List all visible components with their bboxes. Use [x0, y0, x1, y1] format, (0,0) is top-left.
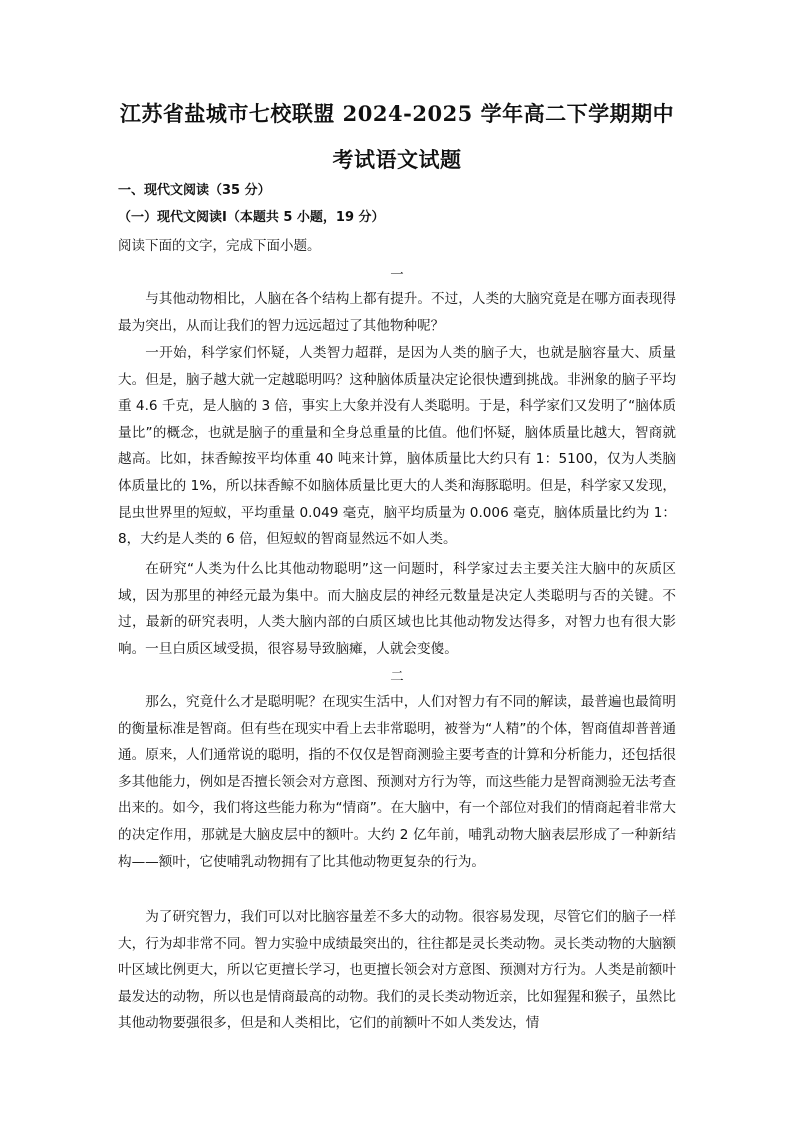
reading-instruction: 阅读下面的文字，完成下面小题。: [118, 238, 321, 254]
part-marker-1: 一: [390, 267, 404, 283]
paragraph-1: 与其他动物相比，人脑在各个结构上都有提升。不过，人类的大脑究竟是在哪方面表现得最为突出，从而让我们的智力远远超过了其他物种呢？: [118, 291, 676, 334]
paragraph-3: 在研究“人类为什么比其他动物聪明”这一问题时，科学家过去主要关注大脑中的灰质区域，因为那里的神经元最为集中。而大脑皮层的神经元数量是决定人类聪明与否的关键。不过，最新的研究表明，人类大脑内部的白质区域也比其他动物发达得多，对智力也有很大影响。一旦白质区域受损，很容易导致脑瘫，人就会变傻。: [118, 561, 676, 657]
paragraph-4: 那么，究竟什么才是聪明呢？在现实生活中，人们对智力有不同的解读，最普遍也最简明的衡量标准是智商。但有些在现实中看上去非常聪明，被誉为“人精”的个体，智商值却普普通通。原来，人们通常说的聪明，指的不仅仅是智商测验主要考查的计算和分析能力，还包括很多其他能力，例如是否擅长领会对方意图、预测对方行为等，而这些能力是智商测验无法考查出来的。如今，我们将这些能力称为“情商”。在大脑中，有一个部位对我们的情商起着非常大的决定作用，那就是大脑皮层中的额叶。大约 2 亿年前，哺乳动物大脑表层形成了一种新结构——额叶，它使哺乳动物拥有了比其他动物更复杂的行为。: [118, 694, 676, 870]
document-title-line-1: 江苏省盐城市七校联盟 2024-2025 学年高二下学期期中: [119, 101, 675, 126]
paragraph-5: 为了研究智力，我们可以对比脑容量差不多大的动物。很容易发现，尽管它们的脑子一样大，行为却非常不同。智力实验中成绩最突出的，往往都是灵长类动物。灵长类动物的大脑额叶区域比例更大，所以它更擅长学习，也更擅长领会对方意图、预测对方行为。人类是前额叶最发达的动物，所以也是情商最高的动物。我们的灵长类动物近亲，比如猩猩和猴子，虽然比其他动物要强很多，但是和人类相比，它们的前额叶不如人类发达，情: [118, 909, 676, 1032]
part-marker-2: 二: [390, 669, 404, 685]
subsection-heading: （一）现代文阅读Ⅰ（本题共 5 小题，19 分）: [118, 210, 385, 225]
document-title-line-2: 考试语文试题: [332, 147, 462, 172]
paragraph-2: 一开始，科学家们怀疑，人类智力超群，是因为人类的脑子大，也就是脑容量大、质量大。但是，脑子越大就一定越聪明吗？这种脑体质量决定论很快遭到挑战。非洲象的脑子平均重 4.6 千克，是人脑的 3 倍，事实上大象并没有人类聪明。于是，科学家们又发明了“脑体质量比”的概念，也就是脑子的重量和全身总重量的比值。他们怀疑，脑体质量比越大，智商就越高。比如，抹香鲸按平均体重 40 吨来计算，脑体质量比大约只有 1：5100，仅为人类脑体质量比的 1%，所以抹香鲸不如脑体质量比更大的人类和海豚聪明。但是，科学家又发现，昆虫世界里的短蚁，平均重量 0.049 毫克，脑平均质量为 0.006 毫克，脑体质量比约为 1：8，大约是人类的 6 倍，但短蚁的智商显然远不如人类。: [118, 345, 676, 548]
section-heading: 一、现代文阅读（35 分）: [118, 183, 271, 198]
